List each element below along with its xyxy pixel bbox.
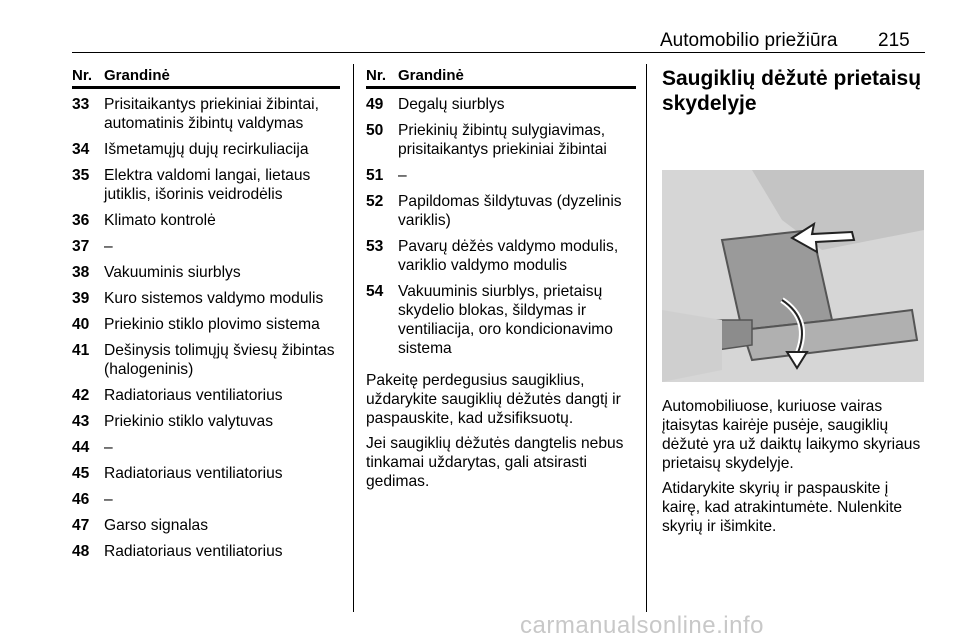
table-row <box>72 289 340 308</box>
fuse-number: 41 <box>72 342 90 359</box>
table-header <box>366 64 636 86</box>
fuse-number: 39 <box>72 290 90 307</box>
table-header-rule <box>366 86 636 89</box>
fuse-number: 49 <box>366 96 384 113</box>
paragraph: Jei saugiklių dėžutės dangtelis nebus tinkamai uždarytas, gali atsirasti gedimas. <box>366 435 624 490</box>
circuit-name: Garso signalas <box>104 517 209 534</box>
circuit-name: – <box>104 491 113 508</box>
fuse-number: 52 <box>366 193 384 210</box>
watermark: carmanualsonline.info <box>520 612 764 639</box>
fuse-number: 40 <box>72 316 90 333</box>
circuit-name: Radiatoriaus ventiliatorius <box>104 387 283 404</box>
table-row <box>72 542 340 561</box>
table-row <box>366 121 636 159</box>
circuit-name: Prisitaikantys priekiniai žibintai, automatinis žibintų valdymas <box>104 96 319 132</box>
circuit-name: – <box>398 167 407 184</box>
right-text <box>662 397 926 542</box>
circuit-name: Vakuuminis siurblys, prietaisų skydelio blokas, šildymas ir ventiliacija, oro kondicionavimo sistema <box>398 283 613 357</box>
table-header-circuit: Grandinė <box>104 66 170 84</box>
table-header <box>72 64 340 86</box>
fuse-number: 36 <box>72 212 90 229</box>
circuit-name: Išmetamųjų dujų recirkuliacija <box>104 141 309 158</box>
circuit-name: Degalų siurblys <box>398 96 505 113</box>
table-header-circuit: Grandinė <box>398 66 464 84</box>
fuse-number: 42 <box>72 387 90 404</box>
circuit-name: Pavarų dėžės valdymo modulis, variklio valdymo modulis <box>398 238 619 274</box>
circuit-name: Kuro sistemos valdymo modulis <box>104 290 324 307</box>
table-header-nr: Nr. <box>366 66 387 84</box>
fuse-number: 33 <box>72 96 90 113</box>
circuit-name: Priekinio stiklo valytuvas <box>104 413 273 430</box>
fuse-table-left <box>72 64 340 568</box>
circuit-name: Papildomas šildytuvas (dyzelinis variklis) <box>398 193 622 229</box>
table-row <box>366 166 636 185</box>
table-header-nr: Nr. <box>72 66 93 84</box>
fuse-number: 38 <box>72 264 90 281</box>
column-divider <box>353 64 354 612</box>
table-header-rule <box>72 86 340 89</box>
fuse-number: 50 <box>366 122 384 139</box>
table-row <box>366 95 636 114</box>
fuse-number: 35 <box>72 167 90 184</box>
circuit-name: Radiatoriaus ventiliatorius <box>104 465 283 482</box>
circuit-name: – <box>104 439 113 456</box>
table-row <box>72 341 340 379</box>
table-row <box>72 140 340 159</box>
fuse-number: 45 <box>72 465 90 482</box>
fuse-number: 43 <box>72 413 90 430</box>
table-row <box>72 315 340 334</box>
fuse-box-image <box>662 170 924 382</box>
table-row <box>72 95 340 133</box>
table-row <box>72 412 340 431</box>
table-row <box>72 438 340 457</box>
fuse-number: 54 <box>366 283 384 300</box>
fuse-number: 46 <box>72 491 90 508</box>
table-row <box>72 237 340 256</box>
header-rule <box>72 52 925 53</box>
paragraph: Atidarykite skyrių ir paspauskite į kairę, kad atrakintumėte. Nulenkite skyrių ir išimkite. <box>662 480 903 535</box>
fuse-number: 37 <box>72 238 90 255</box>
table-row <box>72 211 340 230</box>
column-divider <box>646 64 647 612</box>
page-number: 215 <box>878 30 910 51</box>
table-row <box>72 263 340 282</box>
circuit-name: Priekinių žibintų sulygiavimas, prisitaikantys priekiniai žibintai <box>398 122 607 158</box>
fuse-table-middle <box>366 64 636 497</box>
page-header-title: Automobilio priežiūra <box>660 30 838 51</box>
fuse-number: 48 <box>72 543 90 560</box>
table-row <box>72 516 340 535</box>
table-row <box>366 237 636 275</box>
circuit-name: Klimato kontrolė <box>104 212 216 229</box>
fuse-number: 44 <box>72 439 90 456</box>
circuit-name: Priekinio stiklo plovimo sistema <box>104 316 320 333</box>
table-row <box>366 282 636 358</box>
paragraph: Automobiliuose, kuriuose vairas įtaisytas kairėje pusėje, saugiklių dėžutė yra už daiktų laikymo skyriaus prietaisų skydelyje. <box>662 398 921 472</box>
table-row <box>366 192 636 230</box>
fuse-number: 53 <box>366 238 384 255</box>
table-row <box>72 490 340 509</box>
section-title: Saugiklių dėžutė prietaisų skydelyje <box>662 67 922 115</box>
fuse-box-illustration <box>662 170 924 382</box>
paragraph: Pakeitę perdegusius saugiklius, uždarykite saugiklių dėžutės dangtį ir paspauskite, kad užsifiksuotų. <box>366 372 621 427</box>
fuse-number: 51 <box>366 167 384 184</box>
fuse-number: 47 <box>72 517 90 534</box>
circuit-name: Elektra valdomi langai, lietaus jutiklis, išorinis veidrodėlis <box>104 167 311 203</box>
table-row <box>72 166 340 204</box>
circuit-name: Vakuuminis siurblys <box>104 264 241 281</box>
circuit-name: Radiatoriaus ventiliatorius <box>104 543 283 560</box>
table-row <box>72 464 340 483</box>
right-column <box>662 66 926 116</box>
circuit-name: – <box>104 238 113 255</box>
table-row <box>72 386 340 405</box>
fuse-number: 34 <box>72 141 90 158</box>
circuit-name: Dešinysis tolimųjų šviesų žibintas (halogeninis) <box>104 342 335 378</box>
